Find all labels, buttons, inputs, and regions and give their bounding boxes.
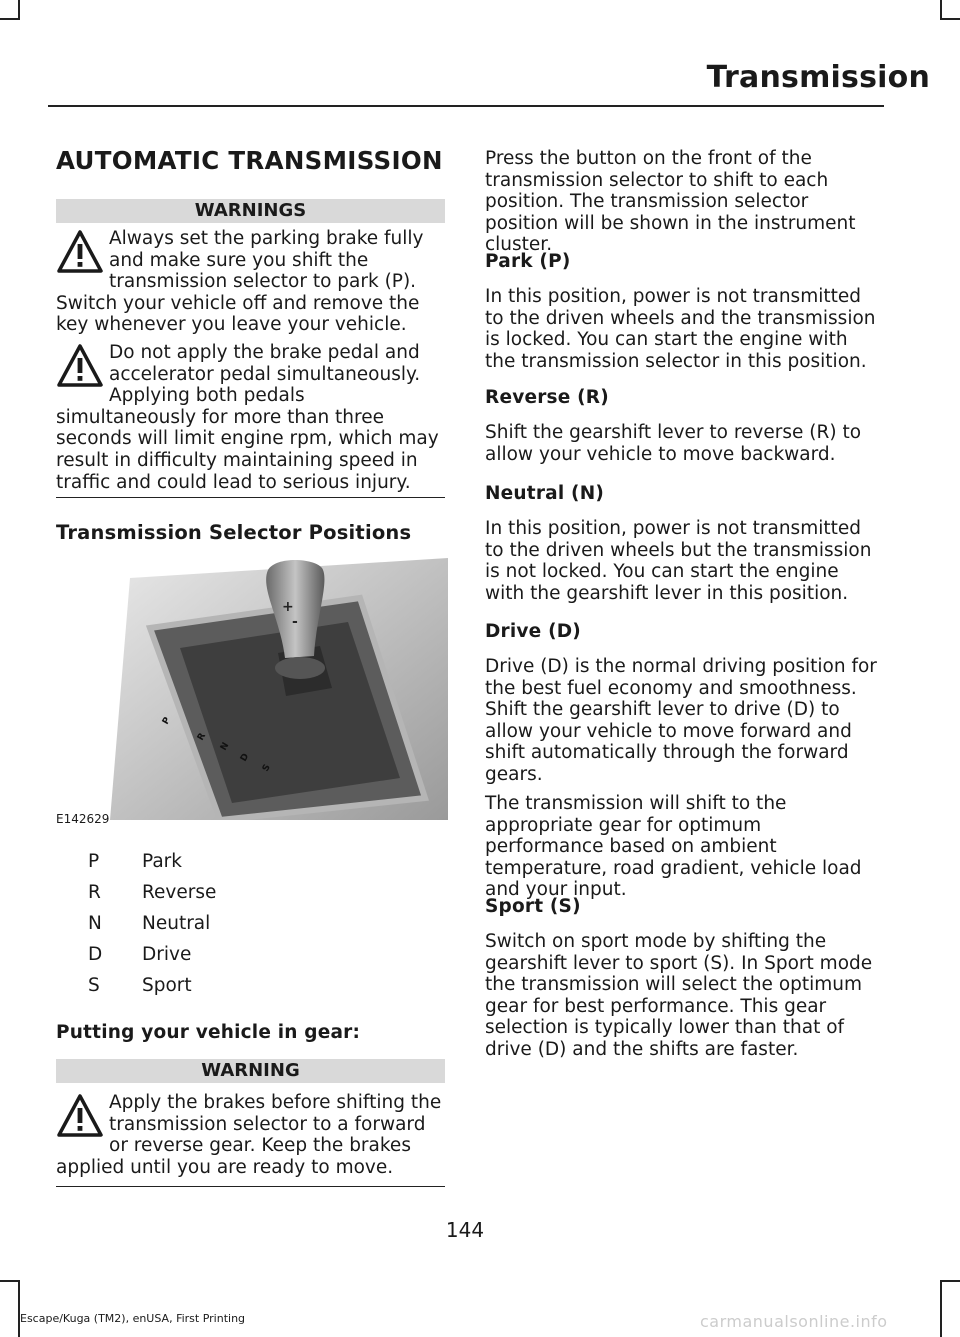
crop-mark: [0, 18, 20, 20]
gate-letter-d: D: [238, 752, 252, 764]
warning-triangle-icon: [56, 228, 104, 276]
subsection-heading: Transmission Selector Positions: [56, 521, 412, 544]
crop-mark: [940, 1280, 960, 1282]
legend-value: Reverse: [142, 882, 217, 903]
neutral-heading: Neutral (N): [485, 483, 605, 504]
gate-letter-s: S: [260, 762, 273, 774]
knob-minus-label: -: [292, 614, 298, 630]
crop-mark: [940, 18, 960, 20]
park-heading: Park (P): [485, 251, 571, 272]
warning-end-rule: [56, 497, 445, 498]
legend-key: P: [88, 851, 100, 872]
legend-key: S: [88, 975, 100, 996]
crop-mark: [940, 1280, 942, 1337]
warning-text-3: Apply the brakes before shifting the transmission selector to a forward or reverse gear. Keep the brakes applied until you are ready to move.: [56, 1092, 442, 1178]
drive-paragraph: Drive (D) is the normal driving position for the best fuel economy and smoothness. Shift the gearshift lever to drive (D) to allow your vehicle to move forward and shift automatically through the forward gears.: [485, 656, 877, 785]
legend-value: Park: [142, 851, 182, 872]
gate-letter-r: R: [195, 731, 209, 743]
section-heading: AUTOMATIC TRANSMISSION: [56, 146, 443, 175]
crop-mark: [18, 1280, 20, 1337]
header-rule: [48, 105, 884, 107]
crop-mark: [0, 1280, 20, 1282]
page-number: 144: [445, 1218, 485, 1242]
warning-title-bar: WARNING: [56, 1059, 445, 1083]
page-header-title: Transmission: [706, 60, 930, 95]
sport-heading: Sport (S): [485, 896, 581, 917]
warning-end-rule: [56, 1186, 445, 1187]
neutral-paragraph: In this position, power is not transmitted to the driven wheels but the transmission is not locked. You can start the engine with the gearshift lever in this position.: [485, 518, 872, 604]
gear-selector-illustration: [110, 558, 448, 820]
warning-text-1: Always set the parking brake fully and make sure you shift the transmission selector to park (P). Switch your vehicle off and remove the key whenever you leave your vehicle.: [56, 228, 424, 336]
legend-value: Sport: [142, 975, 192, 996]
gate-letter-n: N: [218, 740, 232, 753]
reverse-heading: Reverse (R): [485, 387, 609, 408]
legend-key: R: [88, 882, 101, 903]
footer-text: Escape/Kuga (TM2), enUSA, First Printing: [20, 1312, 246, 1325]
drive-heading: Drive (D): [485, 621, 581, 642]
warning-text-2: Do not apply the brake pedal and accelerator pedal simultaneously. Applying both pedals simultaneously for more than three seconds will limit engine rpm, which may result in difficulty maintaining speed in traffic and could lead to serious injury.: [56, 342, 439, 493]
legend-value: Neutral: [142, 913, 211, 934]
crop-mark: [18, 0, 20, 20]
figure-code: E142629: [56, 812, 110, 826]
legend-key: D: [88, 944, 103, 965]
gate-letter-p: P: [160, 715, 173, 727]
gear-heading: Putting your vehicle in gear:: [56, 1022, 361, 1043]
park-paragraph: In this position, power is not transmitted to the driven wheels and the transmission is locked. You can start the engine with the transmission selector in this position.: [485, 286, 876, 372]
legend-key: N: [88, 913, 102, 934]
reverse-paragraph: Shift the gearshift lever to reverse (R) to allow your vehicle to move backward.: [485, 422, 862, 465]
drive-paragraph-2: The transmission will shift to the appropriate gear for optimum performance based on ambient temperature, road gradient, vehicle load and your input.: [485, 793, 862, 901]
sport-paragraph: Switch on sport mode by shifting the gearshift lever to sport (S). In Sport mode the transmission will select the optimum gear for best performance. This gear selection is typically lower than that of drive (D) and the shifts are faster.: [485, 931, 873, 1060]
legend-value: Drive: [142, 944, 192, 965]
intro-paragraph: Press the button on the front of the transmission selector to shift to each position. The transmission selector position will be shown in the instrument cluster.: [485, 148, 856, 256]
watermark: carmanualsonline.info: [700, 1312, 888, 1331]
warning-triangle-icon: [56, 1092, 104, 1140]
warnings-title-bar: WARNINGS: [56, 199, 445, 223]
warning-triangle-icon: [56, 342, 104, 390]
crop-mark: [940, 0, 942, 20]
knob-plus-label: +: [282, 599, 294, 615]
